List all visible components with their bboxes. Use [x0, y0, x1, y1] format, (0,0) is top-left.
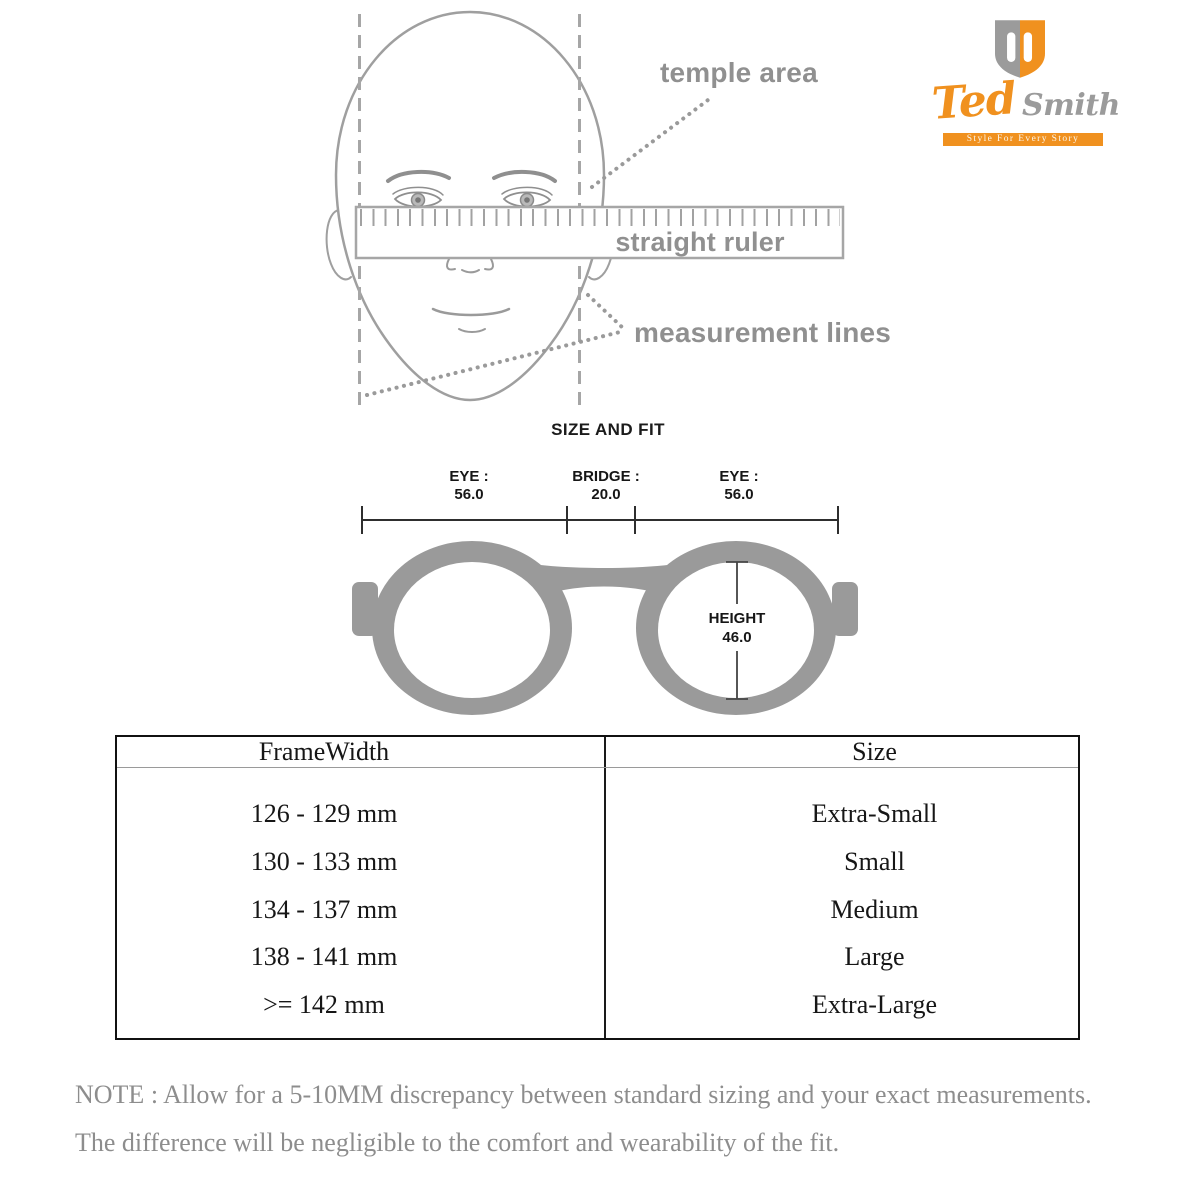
temple-area-label: temple area [660, 57, 818, 88]
table-header-separator [117, 767, 1078, 768]
height-label: HEIGHT [708, 610, 766, 627]
frame-size-table [115, 735, 1080, 1040]
bridge-label: BRIDGE : [572, 468, 640, 485]
eye-left-value: 56.0 [454, 486, 484, 503]
framewidth-cell: 126 - 129 mm [250, 799, 398, 828]
table-header-size: Size [852, 737, 897, 766]
brand-name-ted: Ted [930, 73, 1018, 130]
framewidth-cell: 134 - 137 mm [250, 895, 398, 924]
size-cell: Small [844, 847, 905, 876]
size-cell: Extra-Small [811, 799, 938, 828]
brand-logo [925, 12, 1125, 152]
iris-right [521, 194, 534, 207]
table-header-framewidth: FrameWidth [258, 737, 390, 766]
size-cell: Medium [830, 895, 919, 924]
lens-width-scale [362, 506, 838, 534]
table-row [117, 990, 1078, 1020]
table-header-row [117, 737, 1078, 767]
framewidth-cell: >= 142 mm [263, 990, 385, 1019]
lens-height-measure [687, 609, 787, 647]
eye-right-label: EYE : [719, 468, 759, 485]
brand-tagline: Style For Every Story [943, 133, 1103, 146]
note-line-1: NOTE : Allow for a 5-10MM discrepancy between standard sizing and your exact measurements. [75, 1080, 1092, 1109]
table-row [117, 895, 1078, 925]
eye-right-value: 56.0 [724, 486, 754, 503]
size-cell: Extra-Large [811, 990, 938, 1019]
note-line-2: The difference will be negligible to the comfort and wearability of the fit. [75, 1128, 840, 1157]
size-and-fit-heading: SIZE AND FIT [551, 420, 665, 439]
lens-left [394, 562, 550, 698]
brand-shield-icon [995, 20, 1045, 78]
height-value: 46.0 [722, 629, 752, 646]
table-row [117, 799, 1078, 829]
measurement-leader-upper [588, 295, 624, 329]
straight-ruler-label: straight ruler [615, 227, 785, 257]
framewidth-cell: 130 - 133 mm [250, 847, 398, 876]
eye-left-measure [419, 468, 519, 504]
size-cell: Large [844, 942, 905, 971]
eye-left-label: EYE : [449, 468, 489, 485]
measurement-lines-label: measurement lines [634, 317, 892, 348]
brand-name-smith: Smith [1022, 88, 1120, 123]
table-row [117, 942, 1078, 972]
ruler-tick-marks [360, 209, 840, 226]
bridge-measure [556, 468, 656, 504]
table-row [117, 847, 1078, 877]
temple-leader-dotted-line [592, 97, 712, 187]
eye-right-measure [689, 468, 789, 504]
bridge-value: 20.0 [591, 486, 621, 503]
iris-left [412, 194, 425, 207]
framewidth-cell: 138 - 141 mm [250, 942, 398, 971]
